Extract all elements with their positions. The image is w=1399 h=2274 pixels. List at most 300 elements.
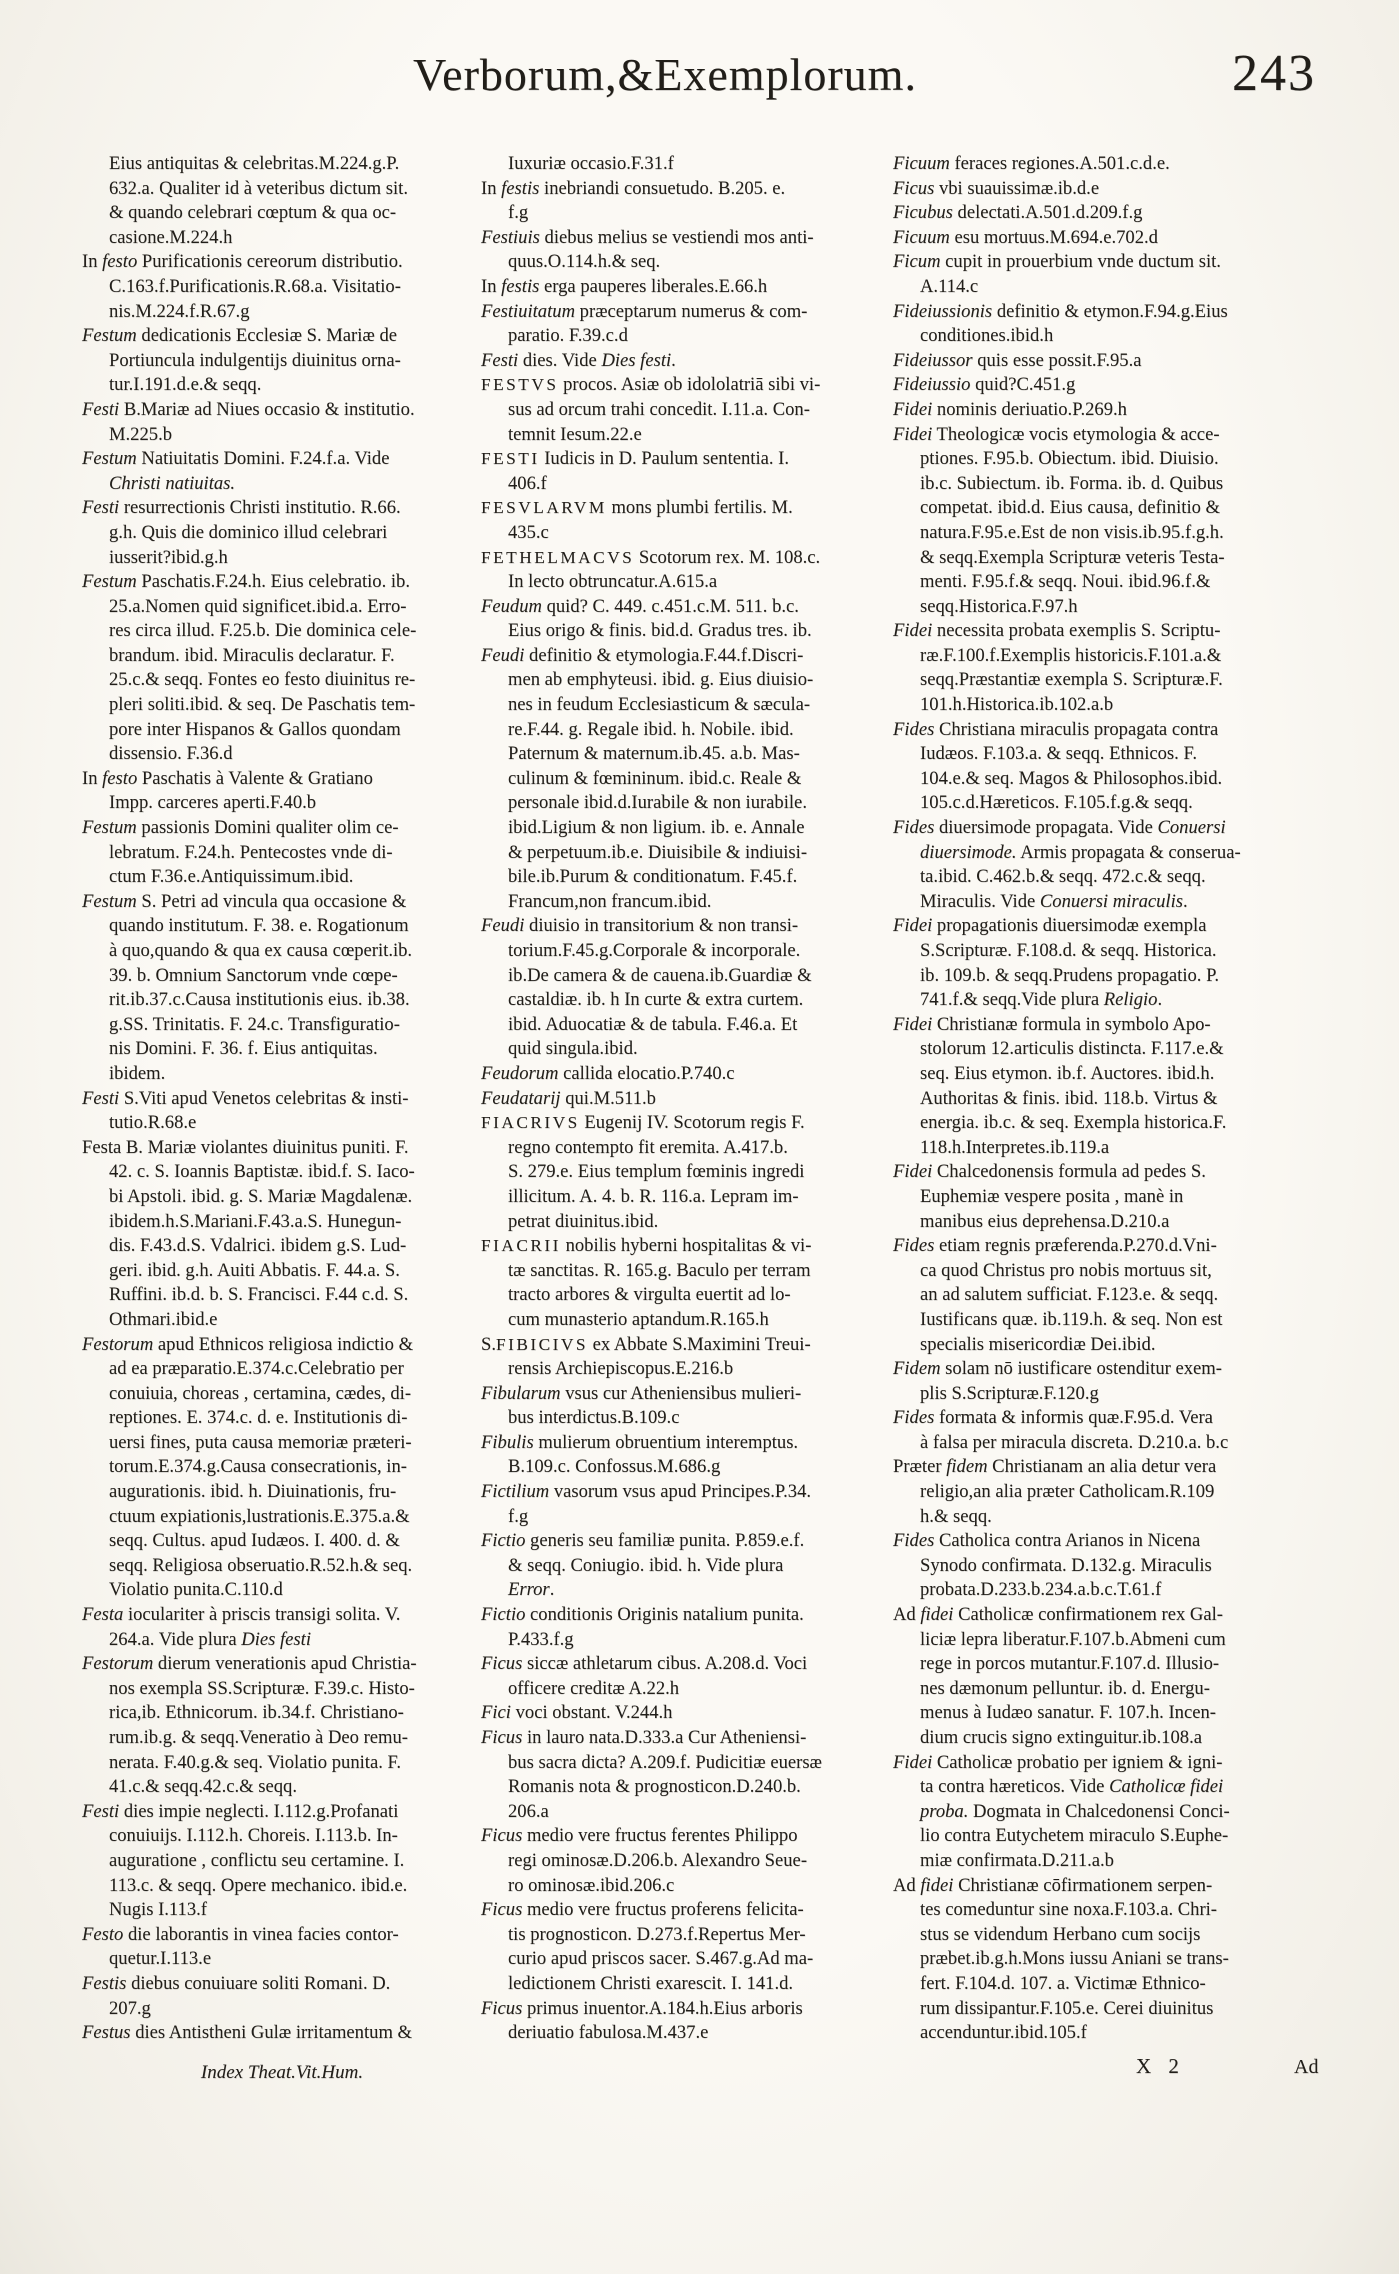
index-line <box>82 1259 482 1284</box>
index-line <box>82 398 482 423</box>
index-line <box>82 1505 482 1530</box>
index-text: dis. F.43.d.S. Vdalrici. ibidem g.S. Lud- <box>109 1235 407 1257</box>
index-line <box>82 1357 482 1382</box>
index-text: & quando celebrari cœptum & qua oc- <box>109 202 397 224</box>
index-line <box>893 988 1323 1013</box>
index-text: religio,an alia præter Catholicam.R.109 <box>920 1481 1215 1503</box>
index-text: ctuum expiationis,lustrationis.E.375.a.& <box>109 1505 410 1527</box>
index-line <box>481 423 891 448</box>
index-headword: Fidei <box>893 398 933 420</box>
index-line <box>481 1923 891 1948</box>
index-line <box>893 1849 1323 1874</box>
index-line <box>893 472 1323 497</box>
index-headword: Ficuum <box>893 226 950 248</box>
index-text: tutio.R.68.e <box>109 1112 197 1134</box>
index-text: præceptarum numerus & com- <box>575 300 808 322</box>
index-text: 118.h.Interpretes.ib.119.a <box>920 1136 1110 1158</box>
index-headword: Fideiussor <box>893 349 973 371</box>
index-text: quis esse possit.F.95.a <box>972 349 1142 371</box>
index-text: Violatio punita.C.110.d <box>109 1579 283 1601</box>
index-line <box>893 1923 1323 1948</box>
index-headword: Festum <box>82 817 137 839</box>
index-text: rege in porcos mutantur.F.107.d. Illusio- <box>920 1653 1220 1675</box>
index-text: ibid. Aduocatiæ & de tabula. F.46.a. Et <box>508 1013 798 1035</box>
index-text: nes dæmonum pelluntur. ib. d. Energu- <box>920 1677 1210 1699</box>
index-headword: Festum <box>82 448 137 470</box>
index-text: rum.ib.g. & seqq.Veneratio à Deo remu- <box>109 1727 408 1748</box>
index-line <box>893 423 1323 448</box>
index-line <box>893 546 1323 571</box>
index-line <box>893 1751 1323 1776</box>
index-text: In <box>481 275 502 297</box>
index-text: necessita probata exemplis S. Scriptu- <box>932 620 1221 642</box>
index-line <box>82 1111 482 1136</box>
index-text: plis S.Scripturæ.F.120.g <box>920 1382 1099 1404</box>
index-text: dies impie neglecti. I.112.g.Profanati <box>119 1800 399 1822</box>
index-line <box>893 201 1323 226</box>
index-text: ib. 109.b. & seqq.Prudens propagatio. P. <box>920 964 1220 986</box>
index-text: apud Ethnicos religiosa indictio & <box>153 1333 414 1355</box>
signature-mark: X 2 <box>1136 2054 1185 2078</box>
index-line <box>893 521 1323 546</box>
index-text: Theologicæ vocis etymologia & acce- <box>932 423 1220 445</box>
index-line <box>893 2021 1323 2046</box>
index-line <box>893 226 1323 251</box>
index-text: seqq.Historica.F.97.h <box>920 595 1078 617</box>
index-text: die laborantis in vinea facies contor- <box>123 1923 399 1945</box>
index-line <box>82 1037 482 1062</box>
index-line <box>82 1652 482 1677</box>
index-text: menus à Iudæo sanatur. F. 107.h. Incen- <box>920 1702 1216 1724</box>
index-text: P.433.f.g <box>508 1628 574 1650</box>
index-line <box>481 496 891 521</box>
index-line <box>893 177 1323 202</box>
index-line <box>82 250 482 275</box>
index-line <box>82 1529 482 1554</box>
index-text: medio vere fructus proferens felicita- <box>522 1899 804 1921</box>
index-text: sus ad orcum trahi concedit. I.11.a. Con- <box>508 398 810 420</box>
index-text: stus se videndum Herbano cum socijs <box>920 1923 1201 1945</box>
index-text: seqq.Præstantiæ exempla S. Scripturæ.F. <box>920 669 1223 691</box>
index-line <box>82 1800 482 1825</box>
index-line <box>82 1628 482 1653</box>
index-line <box>82 988 482 1013</box>
index-line <box>893 1824 1323 1849</box>
index-line <box>82 742 482 767</box>
index-text: dies. Vide <box>518 349 602 371</box>
index-text: quetur.I.113.e <box>109 1948 212 1970</box>
index-line <box>481 619 891 644</box>
index-line <box>481 914 891 939</box>
index-line <box>481 742 891 767</box>
index-line <box>481 1997 891 2022</box>
index-text: erga pauperes liberales.E.66.h <box>539 275 768 297</box>
index-text: Francum,non francum.ibid. <box>508 890 712 912</box>
index-text: etiam regnis præferenda.P.270.d.Vni- <box>934 1235 1217 1257</box>
index-text: Portiuncula indulgentijs diuinitus orna- <box>109 349 401 371</box>
index-text: personale ibid.d.Iurabile & non iurabile. <box>508 792 807 814</box>
index-text: 101.h.Historica.ib.102.a.b <box>920 694 1114 716</box>
index-text: menti. F.95.f.& seqq. Noui. ibid.96.f.& <box>920 571 1211 593</box>
index-text: ledictionem Christi exarescit. I. 141.d. <box>508 1972 794 1994</box>
index-headword: Festi <box>82 497 120 519</box>
index-text: Iudicis in D. Paulum sententia. I. <box>539 448 790 470</box>
index-text: à quo,quando & qua ex causa cœperit.ib. <box>109 940 413 961</box>
index-text: auguratione , conflictu seu certamine. I. <box>109 1849 405 1871</box>
index-line <box>481 570 891 595</box>
index-text: S.Scripturæ. F.108.d. & seqq. Historica. <box>920 940 1217 961</box>
index-line <box>82 373 482 398</box>
index-headword: Ficuum <box>893 153 950 174</box>
index-line <box>82 1333 482 1358</box>
index-line <box>481 1800 891 1825</box>
index-text: nobilis hyberni hospitalitas & vi- <box>560 1235 812 1257</box>
index-text: bi Apstoli. ibid. g. S. Mariæ Magdalenæ. <box>109 1185 413 1207</box>
index-text: Natiuitatis Domini. F.24.f.a. Vide <box>136 448 390 470</box>
index-text: inebriandi consuetudo. B.205. e. <box>539 177 786 199</box>
index-text: tur.I.191.d.e.& seqq. <box>109 374 262 396</box>
index-text: natura.F.95.e.Est de non visis.ib.95.f.g.h. <box>920 521 1224 543</box>
index-headword: Conuersi <box>1157 817 1226 839</box>
index-headword: Ficubus <box>893 202 953 224</box>
index-text: rica,ib. Ethnicorum. ib.34.f. Christiano- <box>109 1702 404 1724</box>
index-line <box>82 1603 482 1628</box>
index-text: diebus conuiuare soliti Romani. D. <box>126 1972 391 1994</box>
index-text: tes comeduntur sine noxa.F.103.a. Chri- <box>920 1899 1217 1921</box>
index-text: Paschatis.F.24.h. Eius celebratio. ib. <box>136 571 410 593</box>
index-headword: Ficus <box>481 1997 523 2019</box>
index-text: tis prognosticon. D.273.f.Repertus Mer- <box>508 1923 806 1945</box>
index-line <box>82 1726 482 1751</box>
index-text: dierum venerationis apud Christia- <box>153 1653 417 1675</box>
index-text: Paternum & maternum.ib.45. a.b. Mas- <box>508 743 800 765</box>
index-headword: Fideiussio <box>893 374 971 396</box>
index-line <box>481 1554 891 1579</box>
index-line <box>82 914 482 939</box>
index-text: Impp. carceres aperti.F.40.b <box>109 792 317 814</box>
index-text: Iustificans quæ. ib.119.h. & seq. Non est <box>920 1308 1223 1330</box>
index-text: quando institutum. F. 38. e. Rogationum <box>109 915 409 937</box>
index-line <box>82 1087 482 1112</box>
index-line <box>481 177 891 202</box>
index-text: quus.O.114.h.& seq. <box>508 251 661 273</box>
index-text: re.F.44. g. Regale ibid. h. Nobile. ibid. <box>508 718 794 740</box>
index-line <box>893 152 1323 177</box>
index-line <box>893 1185 1323 1210</box>
index-headword: Fidem <box>893 1358 941 1380</box>
index-headword: Fidei <box>893 1161 933 1183</box>
index-line <box>893 1652 1323 1677</box>
index-text: vsus cur Atheniensibus mulieri- <box>560 1382 802 1404</box>
index-text: Miraculis. Vide <box>920 890 1040 912</box>
index-line <box>893 1136 1323 1161</box>
index-line <box>82 1751 482 1776</box>
index-text: S.Viti apud Venetos celebritas & insti- <box>119 1087 409 1109</box>
index-headword: Fides <box>893 718 935 740</box>
index-headword: Fictio <box>481 1530 526 1552</box>
index-line <box>893 1357 1323 1382</box>
index-headword: Religio <box>1103 989 1158 1011</box>
index-headword: Festa <box>82 1604 124 1626</box>
catchword: Ad <box>1294 2056 1319 2078</box>
index-text: dies Antistheni Gulæ irritamentum & <box>130 2022 413 2044</box>
index-line <box>481 1210 891 1235</box>
index-line <box>893 1062 1323 1087</box>
index-text: ex Abbate S.Maximini Treui- <box>588 1333 811 1355</box>
index-line <box>481 1775 891 1800</box>
index-line <box>481 1037 891 1062</box>
index-headword: Conuersi miraculis <box>1039 890 1183 912</box>
index-line <box>893 964 1323 989</box>
index-text: Festa B. Mariæ violantes diuinitus puniti. F. <box>82 1136 409 1158</box>
index-text: lebratum. F.24.h. Pentecostes vnde di- <box>109 841 393 863</box>
index-line <box>82 300 482 325</box>
index-text: C.163.f.Purificationis.R.68.a. Visitatio- <box>109 275 401 297</box>
index-text: diuersimode propagata. Vide <box>934 817 1158 839</box>
index-text: tracto arbores & virgulta euertit ad lo- <box>508 1284 791 1306</box>
index-text: 632.a. Qualiter id à veteribus dictum sit. <box>109 177 408 199</box>
index-text: 206.a <box>508 1800 549 1822</box>
index-text: cum munasterio aptandum.R.165.h <box>508 1308 769 1330</box>
index-text: In <box>82 767 103 789</box>
index-line <box>481 1751 891 1776</box>
index-text: Paschatis à Valente & Gratiano <box>137 767 373 789</box>
index-text: ca quod Christus pro nobis mortuus sit, <box>920 1259 1212 1281</box>
index-line <box>481 1062 891 1087</box>
index-headword: Ficus <box>481 1899 523 1921</box>
index-line <box>893 1111 1323 1136</box>
index-line <box>893 570 1323 595</box>
index-line <box>481 595 891 620</box>
index-text: nos exempla SS.Scripturæ. F.39.c. Histo- <box>109 1677 415 1699</box>
index-line <box>893 1628 1323 1653</box>
index-text: ad ea præparatio.E.374.c.Celebratio per <box>109 1358 404 1380</box>
index-text: A.114.c <box>920 275 979 297</box>
index-line <box>893 1382 1323 1407</box>
index-line <box>481 939 891 964</box>
index-text: . <box>1157 989 1163 1011</box>
index-text: mulierum obruentium interemptus. <box>533 1431 799 1453</box>
index-text: bus interdictus.B.109.c <box>508 1407 680 1429</box>
index-headword: Festi <box>481 349 519 371</box>
index-text: Catholica contra Arianos in Nicena <box>934 1530 1201 1552</box>
index-line <box>481 1849 891 1874</box>
index-text: deriuatio fabulosa.M.437.e <box>508 2022 709 2044</box>
index-text: ræ.F.100.f.Exemplis historicis.F.101.a.& <box>920 644 1222 666</box>
index-line <box>481 1136 891 1161</box>
index-line <box>82 1136 482 1161</box>
index-line <box>893 644 1323 669</box>
index-line <box>481 865 891 890</box>
index-line <box>481 1578 891 1603</box>
index-headword: Fidei <box>893 1751 933 1773</box>
index-text: procos. Asiæ ob idololatriā sibi vi- <box>558 374 821 396</box>
index-line <box>481 521 891 546</box>
index-text: Christianæ cōfirmationem serpen- <box>953 1874 1213 1896</box>
index-line <box>893 1800 1323 1825</box>
index-headword: Fictilium <box>481 1481 550 1503</box>
index-text: paratio. F.39.c.d <box>508 325 628 347</box>
index-text: In lecto obtruncatur.A.615.a <box>508 571 718 593</box>
index-text: definitio & etymon.F.94.g.Eius <box>992 300 1228 322</box>
index-text: rit.ib.37.c.Causa institutionis eius. ib.38. <box>109 989 410 1011</box>
index-headword: Ficus <box>481 1727 523 1748</box>
index-headword: Ficum <box>893 251 941 273</box>
index-text: . <box>1182 890 1188 912</box>
index-headword: Fibularum <box>481 1382 561 1404</box>
index-text: quid?C.451.g <box>970 374 1076 396</box>
index-text: passionis Domini qualiter olim ce- <box>136 817 399 839</box>
index-headword: Fides <box>893 1235 935 1257</box>
index-text: conuiuia, choreas , certamina, cædes, di- <box>109 1382 412 1404</box>
index-line <box>82 1480 482 1505</box>
index-headword: Fidei <box>893 1013 933 1035</box>
index-line <box>893 1308 1323 1333</box>
index-line <box>481 841 891 866</box>
index-text: nes in feudum Ecclesiasticum & sæcula- <box>508 694 811 716</box>
index-text: præbet.ib.g.h.Mons iussu Aniani se trans- <box>920 1948 1229 1970</box>
index-text: seq. Eius etymon. ib.f. Auctores. ibid.h. <box>920 1062 1215 1084</box>
index-text: 207.g <box>109 1997 151 2019</box>
index-text: vasorum vsus apud Principes.P.34. <box>549 1481 812 1503</box>
index-line <box>893 398 1323 423</box>
index-line <box>893 1455 1323 1480</box>
index-line <box>893 668 1323 693</box>
index-line <box>82 226 482 251</box>
index-text: Armis propagata & conserua- <box>1016 841 1241 863</box>
index-text: Catholicæ confirmationem rex Gal- <box>953 1604 1223 1626</box>
index-line <box>82 1431 482 1456</box>
index-line <box>893 939 1323 964</box>
index-text: uersi fines, puta causa memoriæ præteri- <box>109 1431 412 1453</box>
index-line <box>481 1431 891 1456</box>
index-headword: festo <box>102 251 138 273</box>
index-headword: Dies festi <box>601 349 672 371</box>
index-text: In <box>82 251 103 273</box>
index-text: Synodo confirmata. D.132.g. Miraculis <box>920 1554 1212 1576</box>
index-headword: Festum <box>82 325 137 347</box>
index-line <box>893 718 1323 743</box>
index-text: Purificationis cereorum distributio. <box>137 251 403 273</box>
index-line <box>82 1947 482 1972</box>
index-text: res circa illud. F.25.b. Die dominica cele- <box>109 620 417 642</box>
index-text: dissensio. F.36.d <box>109 743 233 765</box>
index-line <box>481 398 891 423</box>
index-text: miæ confirmata.D.211.a.b <box>920 1849 1114 1871</box>
index-headword-caps: FETHELMACVS <box>481 547 635 567</box>
index-headword: Feudum <box>481 595 542 617</box>
index-text: stolorum 12.articulis distincta. F.117.e.& <box>920 1038 1224 1060</box>
index-line <box>82 1283 482 1308</box>
index-line <box>82 1406 482 1431</box>
index-text: generis seu familiæ punita. P.859.e.f. <box>525 1530 805 1552</box>
index-text: voci obstant. V.244.h <box>510 1702 673 1724</box>
index-text: h.& seqq. <box>920 1505 992 1527</box>
index-text: ta.ibid. C.462.b.& seqq. 472.c.& seqq. <box>920 866 1206 888</box>
index-line <box>893 1087 1323 1112</box>
index-headword: Fides <box>893 1407 935 1429</box>
index-text: fert. F.104.d. 107. a. Victimæ Ethnico- <box>920 1972 1206 1994</box>
index-line <box>82 1701 482 1726</box>
index-line <box>893 300 1323 325</box>
index-text: curio apud priscos sacer. S.467.g.Ad ma- <box>508 1948 814 1970</box>
index-headword: Festorum <box>82 1653 154 1675</box>
index-line <box>893 1603 1323 1628</box>
index-line <box>481 1013 891 1038</box>
index-headword-caps: FIBICIVS <box>496 1334 589 1354</box>
index-text: B.Mariæ ad Niues occasio & institutio. <box>119 398 415 420</box>
index-line <box>82 865 482 890</box>
index-text: resurrectionis Christi institutio. R.66. <box>119 497 401 519</box>
index-text: primus inuentor.A.184.h.Eius arboris <box>522 1997 803 2019</box>
index-line <box>82 1185 482 1210</box>
index-text: Romanis nota & prognosticon.D.240.b. <box>508 1776 801 1798</box>
index-text: 264.a. Vide plura <box>109 1628 242 1650</box>
index-text: conditiones.ibid.h <box>920 325 1054 347</box>
index-line <box>893 349 1323 374</box>
index-headword: Festiuitatum <box>481 300 575 322</box>
index-line <box>893 1013 1323 1038</box>
index-text: nominis deriuatio.P.269.h <box>932 398 1127 420</box>
index-text: seqq. Religiosa obseruatio.R.52.h.& seq. <box>109 1554 413 1576</box>
index-headword: Fides <box>893 817 935 839</box>
index-headword-caps: FESTI <box>481 449 540 469</box>
index-text: propagationis diuersimodæ exempla <box>932 915 1207 937</box>
index-headword: Catholicæ fidei <box>1109 1776 1224 1798</box>
index-line <box>481 1185 891 1210</box>
index-text: Nugis I.113.f <box>109 1899 207 1921</box>
index-headword: Feudorum <box>481 1062 559 1084</box>
index-line <box>481 250 891 275</box>
index-text: Othmari.ibid.e <box>109 1308 218 1330</box>
index-line <box>481 1701 891 1726</box>
index-text: S. 279.e. Eius templum fœminis ingredi <box>508 1161 805 1183</box>
index-line <box>82 1308 482 1333</box>
index-line <box>893 1160 1323 1185</box>
index-line <box>481 964 891 989</box>
index-headword: Festum <box>82 890 137 912</box>
index-text: torium.F.45.g.Corporale & incorporale. <box>508 940 801 961</box>
index-text: competat. ibid.d. Eius causa, definitio & <box>920 497 1221 519</box>
index-headword: proba. <box>920 1800 969 1822</box>
page-number: 243 <box>1232 45 1316 102</box>
index-line <box>893 791 1323 816</box>
index-text: regi ominosæ.D.206.b. Alexandro Seue- <box>508 1849 808 1871</box>
index-line <box>82 767 482 792</box>
index-text: 104.e.& seq. Magos & Philosophos.ibid. <box>920 767 1223 789</box>
index-text: bile.ib.Purum & conditionatum. F.45.f. <box>508 866 798 888</box>
index-text: manibus eius deprehensa.D.210.a <box>920 1210 1170 1232</box>
index-text: bus sacra dicta? A.209.f. Pudicitiæ euersæ <box>508 1751 822 1773</box>
index-line <box>82 152 482 177</box>
index-text: Iuxuriæ occasio.F.31.f <box>508 153 674 174</box>
index-text: specialis misericordiæ Dei.ibid. <box>920 1333 1156 1355</box>
index-text: regno contempto fit eremita. A.417.b. <box>508 1136 788 1158</box>
index-line <box>82 1210 482 1235</box>
index-line <box>82 595 482 620</box>
index-text: ib.De camera & de cauena.ib.Guardiæ & <box>508 964 812 986</box>
index-text: delectati.A.501.d.209.f.g <box>952 202 1143 224</box>
index-line <box>481 373 891 398</box>
index-line <box>893 496 1323 521</box>
index-text: 25.a.Nomen quid significet.ibid.a. Erro- <box>109 595 407 617</box>
index-line <box>82 201 482 226</box>
index-text: illicitum. A. 4. b. R. 116.a. Lepram im- <box>508 1185 799 1207</box>
index-line <box>893 1578 1323 1603</box>
index-line <box>481 1628 891 1653</box>
index-line <box>481 1874 891 1899</box>
index-line <box>893 1898 1323 1923</box>
